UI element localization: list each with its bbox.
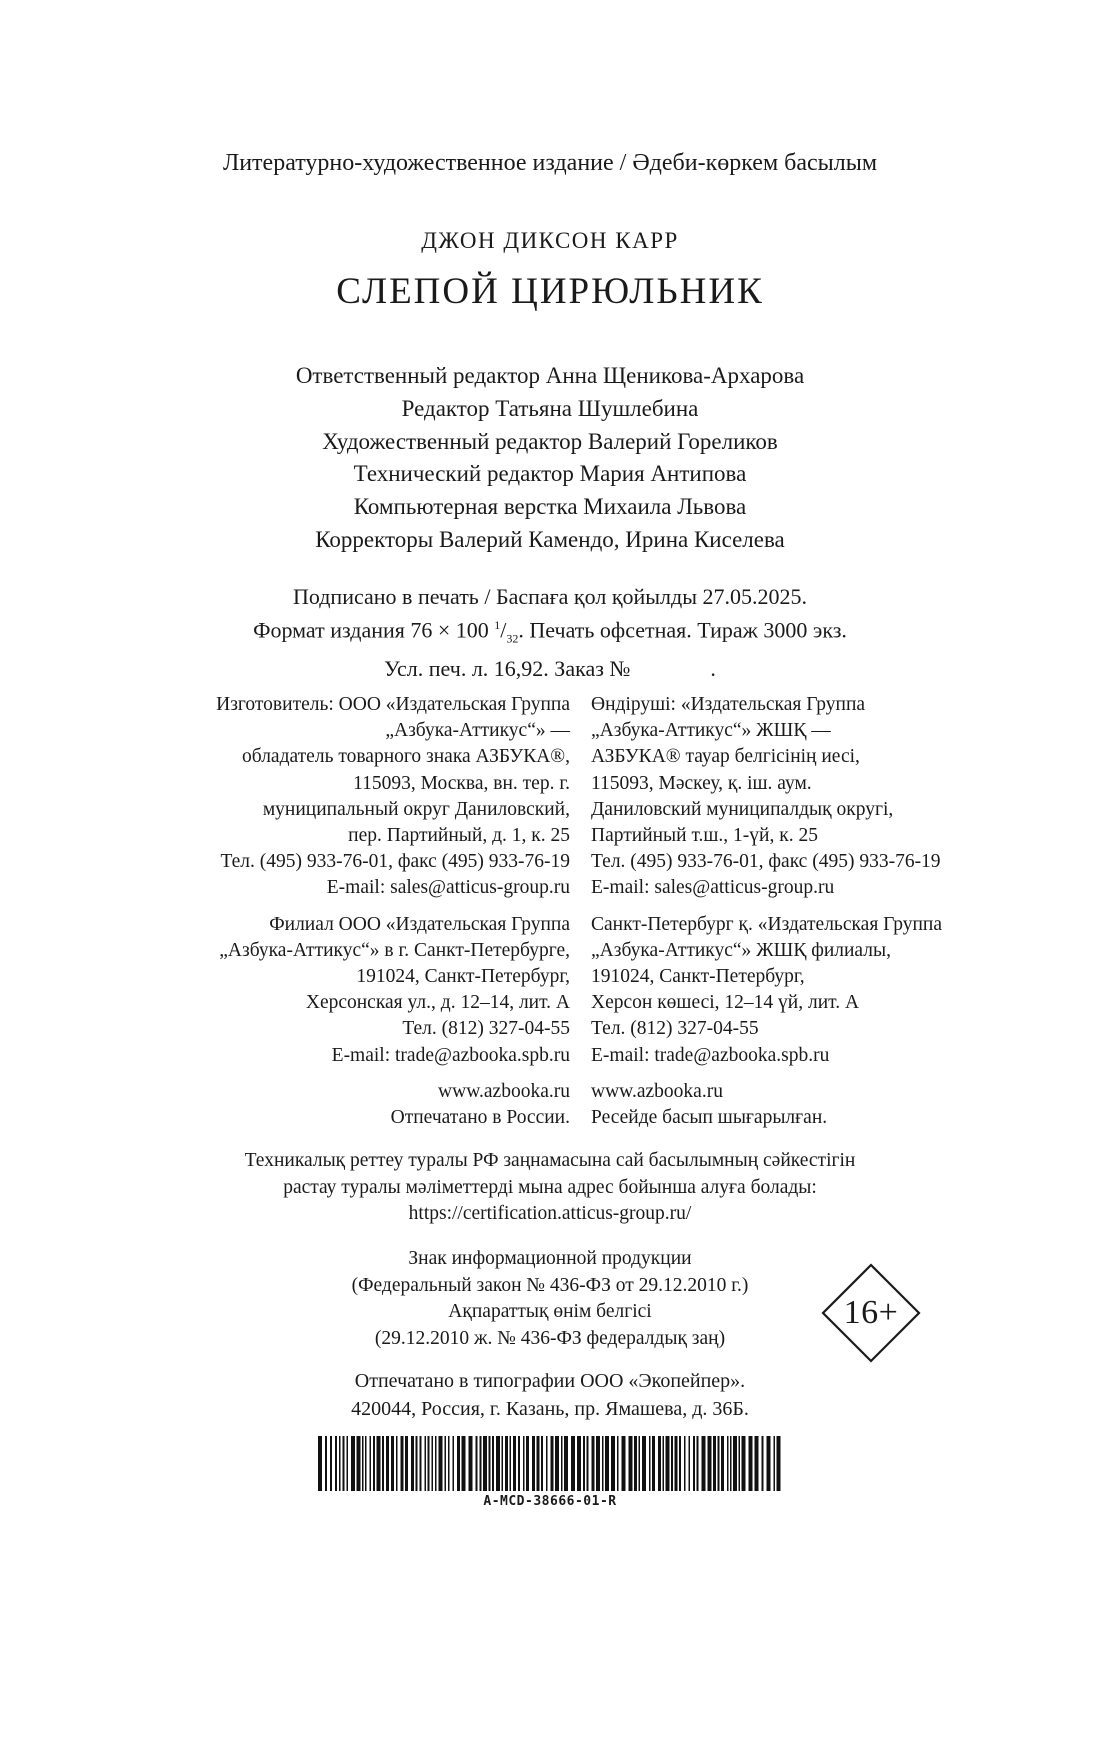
barcode-bar <box>325 1436 327 1491</box>
barcode-bar <box>629 1436 633 1491</box>
manufacturer-line: Партийный т.ш., 1-үй, к. 25 <box>591 825 818 847</box>
manufacturer-line: 115093, Мәскеу, қ. іш. аум. <box>591 772 812 794</box>
age-rating-text: 16+ <box>843 1294 899 1331</box>
barcode-bar <box>518 1436 520 1491</box>
certification-line: растау туралы мәліметтерді мына адрес бойынша алуға болады: <box>283 1176 817 1198</box>
credit-line: Художественный редактор Валерий Гореликов <box>322 428 778 454</box>
manufacturer-line: Тел. (495) 933-76-01, факс (495) 933-76-19 <box>220 851 570 873</box>
barcode-bar <box>697 1436 699 1491</box>
barcode-bar <box>702 1436 706 1491</box>
web-block-ru <box>120 1079 570 1131</box>
branch-block-ru <box>120 912 570 1069</box>
info-sign-line: Знак информационной продукции <box>408 1248 692 1269</box>
format-prefix: Формат издания 76 × 100 <box>253 617 495 643</box>
barcode-bar <box>469 1436 473 1491</box>
barcode-bar <box>513 1436 516 1491</box>
barcode-bar <box>551 1436 554 1491</box>
barcode-bar <box>679 1436 681 1491</box>
info-product-sign <box>300 1246 800 1352</box>
edition-type: Литературно-художественное издание / Әдеби-көркем басылым <box>222 150 878 176</box>
barcode-bar <box>561 1436 563 1491</box>
branch-line: E-mail: trade@azbooka.spb.ru <box>591 1044 830 1066</box>
credit-line: Технический редактор Мария Антипова <box>353 461 747 487</box>
age-rating-badge <box>820 1262 922 1364</box>
branch-line: „Азбука-Аттикус“» в г. Санкт-Петербурге, <box>219 939 570 961</box>
branch-line: „Азбука-Аттикус“» ЖШҚ филиалы, <box>591 939 891 961</box>
printer-line: Отпечатано в типографии ООО «Экопейпер». <box>354 1370 746 1392</box>
format-suffix: . Печать офсетная. Тираж 3000 экз. <box>518 617 847 643</box>
barcode-icon <box>318 1436 781 1491</box>
barcode-bar <box>476 1436 478 1491</box>
barcode-bar <box>713 1436 716 1491</box>
barcode-bar <box>425 1436 427 1491</box>
manufacturer-line: E-mail: sales@atticus-group.ru <box>326 877 570 899</box>
barcode-bar <box>496 1436 500 1491</box>
barcode-bar <box>347 1436 349 1491</box>
barcode-bar <box>617 1436 619 1491</box>
barcode-bar <box>555 1436 559 1491</box>
format-fraction-numerator: 1 <box>494 618 501 632</box>
barcode-bar <box>611 1436 615 1491</box>
barcode-bar <box>755 1436 759 1491</box>
barcode-bar <box>733 1436 737 1491</box>
barcode-bar <box>541 1436 543 1491</box>
manufacturer-line: АЗБУКА® тауар белгісінің иесі, <box>591 746 860 768</box>
credits-list <box>0 360 1100 557</box>
manufacturer-line: 115093, Москва, вн. тер. г. <box>353 772 570 794</box>
manufacturer-line: „Азбука-Аттикус“» ЖШҚ — <box>591 720 831 742</box>
barcode-bar <box>564 1436 568 1491</box>
info-sign-line: (Федеральный закон № 436-ФЗ от 29.12.2010 г.) <box>351 1274 749 1296</box>
barcode-bar <box>330 1436 332 1491</box>
barcode-bar <box>730 1436 732 1491</box>
credit-line: Компьютерная верстка Михаила Львова <box>353 494 747 520</box>
barcode-bar <box>357 1436 361 1491</box>
barcode-bar <box>583 1436 585 1491</box>
barcode-bar <box>343 1436 345 1491</box>
manufacturer-line: Өндіруші: «Издательская Группа <box>591 694 866 715</box>
barcode-bar <box>767 1436 771 1491</box>
barcode-bar <box>689 1436 691 1491</box>
barcode-bar <box>526 1436 529 1491</box>
branch-line: Филиал ООО «Издательская Группа <box>269 913 570 935</box>
barcode-bar <box>693 1436 695 1491</box>
barcode-bar <box>339 1436 341 1491</box>
barcode-bar <box>571 1436 575 1491</box>
barcode-bar <box>401 1436 404 1491</box>
printer-line: 420044, Россия, г. Казань, пр. Ямашева, д. 36Б. <box>351 1398 749 1420</box>
manufacturer-line: „Азбука-Аттикус“» — <box>385 720 570 742</box>
barcode-bar <box>411 1436 414 1491</box>
barcode-bar <box>739 1436 741 1491</box>
branch-line: Херсон көшесі, 12–14 үй, лит. А <box>591 992 860 1014</box>
author-name: ДЖОН ДИКСОН КАРР <box>421 228 679 253</box>
manufacturer-line: муниципальный округ Даниловский, <box>262 798 570 820</box>
barcode-bar <box>386 1436 389 1491</box>
manufacturer-line: обладатель товарного знака АЗБУКА®, <box>242 746 570 768</box>
barcode-bar <box>416 1436 418 1491</box>
sheets-end: . <box>710 655 716 681</box>
barcode-code: A-MCD-38666-01-R <box>483 1494 617 1509</box>
printer-info <box>0 1367 1100 1423</box>
barcode-bar <box>671 1436 673 1491</box>
info-sign-line: (29.12.2010 ж. № 436-ФЗ федералдық заң) <box>374 1327 726 1349</box>
barcode-bar <box>391 1436 394 1491</box>
barcode-bar <box>634 1436 637 1491</box>
barcode-bar <box>445 1436 447 1491</box>
branch-line: Санкт-Петербург қ. «Издательская Группа <box>591 913 942 935</box>
certification-line: Техникалық реттеу туралы РФ заңнамасына сай басылымның сәйкестігін <box>244 1150 856 1171</box>
branch-line: Тел. (812) 327-04-55 <box>591 1018 759 1040</box>
web-block-kz <box>591 1079 1041 1131</box>
branch-line: 191024, Санкт-Петербург, <box>356 966 570 988</box>
barcode-bar <box>774 1436 776 1491</box>
barcode-bar <box>663 1436 665 1491</box>
barcode-bar <box>377 1436 381 1491</box>
barcode-bar <box>718 1436 720 1491</box>
barcode-bar <box>639 1436 641 1491</box>
credit-line: Корректоры Валерий Камендо, Ирина Киселева <box>315 526 785 552</box>
barcode-bar <box>532 1436 535 1491</box>
barcode-bar <box>351 1436 355 1491</box>
barcode-bar <box>435 1436 437 1491</box>
barcode-bar <box>480 1436 482 1491</box>
manufacturer-line: Изготовитель: ООО «Издательская Группа <box>216 694 570 715</box>
barcode-bar <box>335 1436 337 1491</box>
manufacturer-line: E-mail: sales@atticus-group.ru <box>591 877 835 899</box>
format-line <box>0 611 1100 654</box>
credit-line: Ответственный редактор Анна Щеникова-Архарова <box>295 363 805 388</box>
printed-in-line: Отпечатано в России. <box>390 1107 570 1129</box>
barcode-bar <box>448 1436 450 1491</box>
branch-line: Тел. (812) 327-04-55 <box>402 1018 570 1040</box>
barcode-bar <box>602 1436 604 1491</box>
barcode-bar <box>462 1436 466 1491</box>
barcode-bar <box>642 1436 646 1491</box>
barcode-bar <box>596 1436 600 1491</box>
barcode-bar <box>587 1436 589 1491</box>
manufacturer-line: пер. Партийный, д. 1, к. 25 <box>348 825 570 847</box>
barcode-bar <box>546 1436 548 1491</box>
book-title: СЛЕПОЙ ЦИРЮЛЬНИК <box>336 271 764 312</box>
barcode-bar <box>362 1436 364 1491</box>
barcode-bar <box>365 1436 367 1491</box>
barcode-bar <box>762 1436 764 1491</box>
barcode-bar <box>658 1436 661 1491</box>
barcode-bar <box>439 1436 443 1491</box>
barcode-bar <box>489 1436 491 1491</box>
barcode-bar <box>505 1436 508 1491</box>
barcode-bar <box>727 1436 729 1491</box>
website-link[interactable]: www.azbooka.ru <box>438 1080 570 1102</box>
barcode-bar <box>510 1436 512 1491</box>
barcode-bar <box>318 1436 322 1491</box>
barcode-bar <box>396 1436 398 1491</box>
website-link[interactable]: www.azbooka.ru <box>591 1080 723 1102</box>
credit-line: Редактор Татьяна Шушлебина <box>401 395 699 421</box>
barcode-bar <box>370 1436 372 1491</box>
manufacturer-block-kz <box>591 692 1041 902</box>
barcode-bar <box>605 1436 609 1491</box>
barcode-bar <box>537 1436 540 1491</box>
barcode-bar <box>483 1436 487 1491</box>
manufacturer-block-ru <box>120 692 570 902</box>
russian-column <box>120 692 570 1141</box>
certification-url[interactable]: https://certification.atticus-group.ru/ <box>408 1203 692 1224</box>
barcode-bar <box>420 1436 422 1491</box>
barcode-bar <box>721 1436 724 1491</box>
sheets-text: Усл. печ. л. 16,92. Заказ № <box>384 655 631 681</box>
barcode-bar <box>592 1436 595 1491</box>
certification-info <box>0 1148 1100 1228</box>
info-sign-line: Ақпараттық өнім белгісі <box>448 1301 652 1322</box>
barcode-bar <box>453 1436 455 1491</box>
barcode-bar <box>708 1436 712 1491</box>
manufacturer-line: Даниловский муниципалдық округі, <box>591 798 894 820</box>
branch-line: E-mail: trade@azbooka.spb.ru <box>331 1044 570 1066</box>
branch-line: 191024, Санкт-Петербург, <box>591 966 805 988</box>
barcode-bar <box>502 1436 504 1491</box>
barcode-bar <box>492 1436 494 1491</box>
signed-line: Подписано в печать / Баспаға қол қойылды 27.05.2025. <box>292 584 808 609</box>
barcode-bar <box>382 1436 384 1491</box>
barcode-bar <box>405 1436 408 1491</box>
branch-line: Херсонская ул., д. 12–14, лит. А <box>305 992 570 1014</box>
print-info <box>0 582 1100 683</box>
barcode-bar <box>649 1436 651 1491</box>
barcode-bar <box>684 1436 686 1491</box>
barcode-bar <box>652 1436 655 1491</box>
kazakh-column <box>591 692 1041 1141</box>
barcode-bar <box>432 1436 434 1491</box>
barcode-bar <box>622 1436 626 1491</box>
format-fraction-slash: / <box>500 617 507 643</box>
branch-block-kz <box>591 912 1041 1069</box>
barcode-bar <box>777 1436 781 1491</box>
barcode-bar <box>523 1436 525 1491</box>
barcode-bar <box>749 1436 753 1491</box>
barcode-bar <box>457 1436 460 1491</box>
manufacturer-line: Тел. (495) 933-76-01, факс (495) 933-76-19 <box>591 851 941 873</box>
barcode-bar <box>577 1436 581 1491</box>
barcode-bar <box>742 1436 746 1491</box>
barcode-bar <box>373 1436 375 1491</box>
barcode-bar <box>428 1436 430 1491</box>
format-fraction-denominator: 32 <box>506 631 519 646</box>
barcode-bar <box>666 1436 670 1491</box>
printed-in-line: Ресейде басып шығарылған. <box>591 1107 828 1129</box>
barcode-bar <box>675 1436 678 1491</box>
sheets-line <box>0 654 1100 683</box>
